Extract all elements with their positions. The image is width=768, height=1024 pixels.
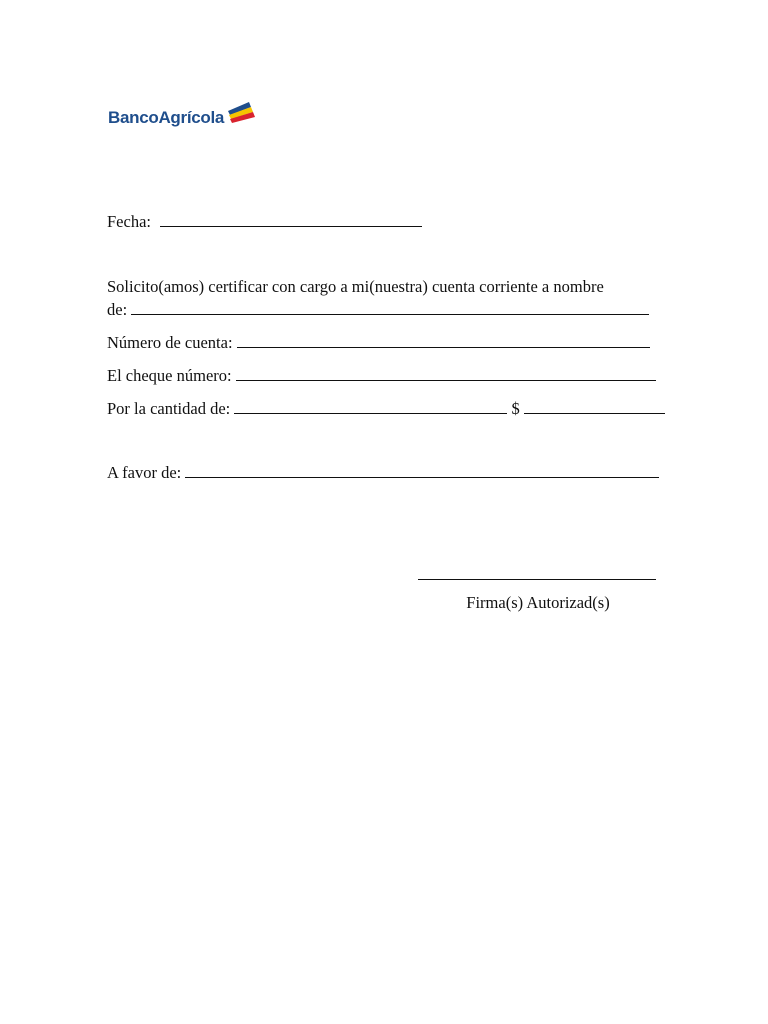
signature-label: Firma(s) Autorizad(s) xyxy=(466,593,610,612)
cantidad-row xyxy=(107,398,665,419)
nombre-row xyxy=(107,299,649,320)
cheque-numero-label: El cheque número: xyxy=(107,366,232,385)
bank-logo xyxy=(108,96,255,128)
cantidad-label: Por la cantidad de: xyxy=(107,399,231,418)
numero-cuenta-field[interactable] xyxy=(237,332,650,348)
a-favor-label: A favor de: xyxy=(107,463,182,482)
numero-cuenta-label: Número de cuenta: xyxy=(107,333,233,352)
fecha-label: Fecha: xyxy=(107,212,151,231)
bank-logo-text: BancoAgrícola xyxy=(108,108,225,127)
currency-symbol: $ xyxy=(511,399,520,418)
nombre-field[interactable] xyxy=(131,299,649,315)
signature-line[interactable] xyxy=(418,579,656,580)
fecha-field[interactable] xyxy=(160,211,422,227)
intro-text: Solicito(amos) certificar con cargo a mi(nuestra) cuenta corriente a nombre xyxy=(107,277,604,296)
fecha-row xyxy=(107,211,422,232)
intro-line-1 xyxy=(107,277,604,297)
cantidad-letras-field[interactable] xyxy=(234,398,507,414)
cheque-numero-field[interactable] xyxy=(236,365,656,381)
a-favor-field[interactable] xyxy=(185,462,659,478)
nombre-label: de: xyxy=(107,300,128,319)
numero-cuenta-row xyxy=(107,332,650,353)
cantidad-monto-field[interactable] xyxy=(524,398,665,414)
bank-logo-mark-icon xyxy=(225,99,255,125)
a-favor-row xyxy=(107,462,659,483)
cheque-numero-row xyxy=(107,365,656,386)
